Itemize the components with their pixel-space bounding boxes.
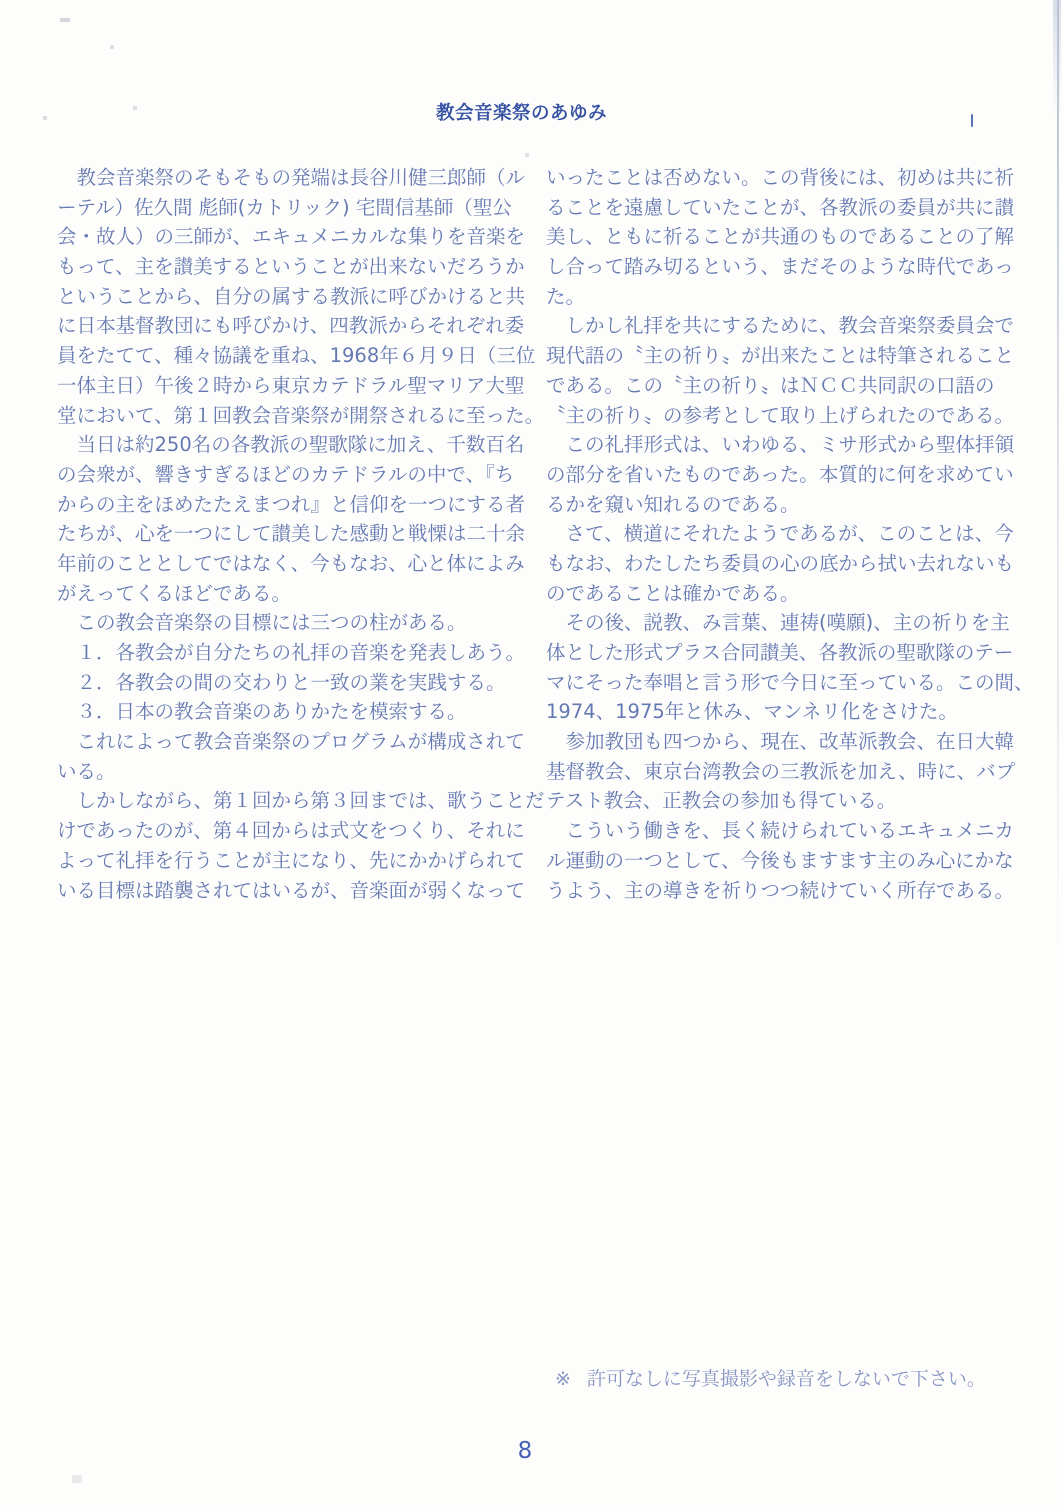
text-line: しかし礼拝を共にするために、教会音楽祭委員会で <box>546 314 1015 338</box>
scan-speck <box>525 153 529 157</box>
text-line: こういう働きを、長く続けられているエキュメニカ <box>546 819 1015 843</box>
text-line: 参加教団も四つから、現在、改革派教会、在日大韓 <box>546 730 1015 754</box>
text-line: たちが、心を一つにして讃美した感動と戦慄は二十余 <box>57 522 526 546</box>
text-line: ることを遠慮していたことが、各教派の委員が共に讃 <box>546 195 1015 219</box>
text-line: マにそった奉唱と言う形で今日に至っている。この間、 <box>546 670 1034 694</box>
text-line: ル運動の一つとして、今後もますます主のみ心にかな <box>546 848 1014 872</box>
page-number: 8 <box>517 1438 533 1464</box>
text-line: これによって教会音楽祭のプログラムが構成されて <box>57 730 525 754</box>
page-title: 教会音楽祭のあゆみ <box>436 103 608 124</box>
text-line: けであったのが、第４回からは式文をつくり、それに <box>57 819 525 843</box>
text-line: 1974、1975年と休み、マンネリ化をさけた。 <box>546 700 958 724</box>
text-line: ということから、自分の属する教派に呼びかけると共 <box>57 284 526 308</box>
text-line: １．各教会が自分たちの礼拝の音楽を発表しあう。 <box>57 641 526 664</box>
text-line: もなお、わたしたち委員の心の底から拭い去れないも <box>546 551 1015 575</box>
scan-speck <box>72 1475 82 1483</box>
text-line: し合って踏み切るという、まだそのような時代であっ <box>546 255 1014 279</box>
text-line: 当日は約250名の各教派の聖歌隊に加え、千数百名 <box>57 433 525 457</box>
reference-mark-icon: ※ <box>555 1368 571 1390</box>
text-line: のであることは確かである。 <box>546 581 800 605</box>
text-line: 会・故人）の三師が、エキュメニカルな集りを音楽を <box>57 225 526 249</box>
scan-speck <box>110 45 114 49</box>
scan-speck <box>60 18 70 22</box>
footnote-text: 許可なしに写真撮影や録音をしないで下さい。 <box>586 1368 986 1390</box>
scan-speck <box>43 116 47 120</box>
scan-speck <box>133 106 137 110</box>
text-line: ２．各教会の間の交わりと一致の業を実践する。 <box>57 670 506 694</box>
text-line: 年前のこととしてではなく、今もなお、心と体によみ <box>57 551 525 575</box>
footnote <box>555 1364 986 1394</box>
text-line: に日本基督教団にも呼びかけ、四教派からそれぞれ委 <box>57 314 525 338</box>
text-line: いったことは否めない。この背後には、初めは共に祈 <box>546 166 1015 189</box>
stray-ink-mark <box>971 114 973 127</box>
text-line: 員をたてて、種々協議を重ね、1968年６月９日（三位 <box>57 344 536 368</box>
text-line: ３．日本の教会音楽のありかたを模索する。 <box>57 700 467 724</box>
text-line: である。この〝主の祈り〟はＮＣＣ共同訳の口語の <box>546 373 995 397</box>
text-line: 美し、ともに祈ることが共通のものであることの了解 <box>546 225 1015 249</box>
text-line: 一体主日）午後２時から東京カテドラル聖マリア大聖 <box>57 373 525 397</box>
text-line: うよう、主の導きを祈りつつ続けていく所存である。 <box>546 878 1015 902</box>
text-line: 体とした形式プラス合同讃美、各教派の聖歌隊のテー <box>546 641 1014 664</box>
text-line: の部分を省いたものであった。本質的に何を求めてい <box>546 462 1014 486</box>
text-line: 基督教会、東京台湾教会の三教派を加え、時に、バプ <box>546 759 1016 783</box>
text-line: テスト教会、正教会の参加も得ている。 <box>546 789 897 813</box>
text-line: もって、主を讃美するということが出来ないだろうか <box>57 255 525 279</box>
text-line: 教会音楽祭のそもそもの発端は長谷川健三郎師（ル <box>57 166 526 189</box>
text-line: この教会音楽祭の目標には三つの柱がある。 <box>57 611 467 635</box>
text-line: しかしながら、第１回から第３回までは、歌うことだ <box>57 789 545 813</box>
text-line: さて、横道にそれたようであるが、このことは、今 <box>546 522 1014 546</box>
text-line: の会衆が、響きすぎるほどのカテドラルの中で、『ち <box>57 462 515 486</box>
text-line: た。 <box>546 284 586 308</box>
text-line: よって礼拝を行うことが主になり、先にかかげられて <box>57 848 526 872</box>
text-line: その後、説教、み言葉、連祷(嘆願)、主の祈りを主 <box>546 611 1010 635</box>
text-line: 現代語の〝主の祈り〟が出来たことは特筆されること <box>546 344 1015 368</box>
text-line: この礼拝形式は、いわゆる、ミサ形式から聖体拝領 <box>546 433 1015 457</box>
scan-edge-line <box>1057 0 1059 960</box>
text-line: るかを窺い知れるのである。 <box>546 492 800 516</box>
text-line: がえってくるほどである。 <box>57 581 292 605</box>
text-line: いる目標は踏襲されてはいるが、音楽面が弱くなって <box>57 878 526 902</box>
right-text-column <box>546 163 1034 905</box>
text-line: ーテル）佐久間 彪師(カトリック) 宅間信基師（聖公 <box>57 195 512 219</box>
text-line: からの主をほめたたえまつれ』と信仰を一つにする者 <box>57 492 526 516</box>
text-line: いる。 <box>57 759 116 783</box>
text-line: 〝主の祈り〟の参考として取り上げられたのである。 <box>546 403 1015 427</box>
text-line: 堂において、第１回教会音楽祭が開祭されるに至った。 <box>57 403 545 427</box>
left-text-column <box>57 163 545 905</box>
